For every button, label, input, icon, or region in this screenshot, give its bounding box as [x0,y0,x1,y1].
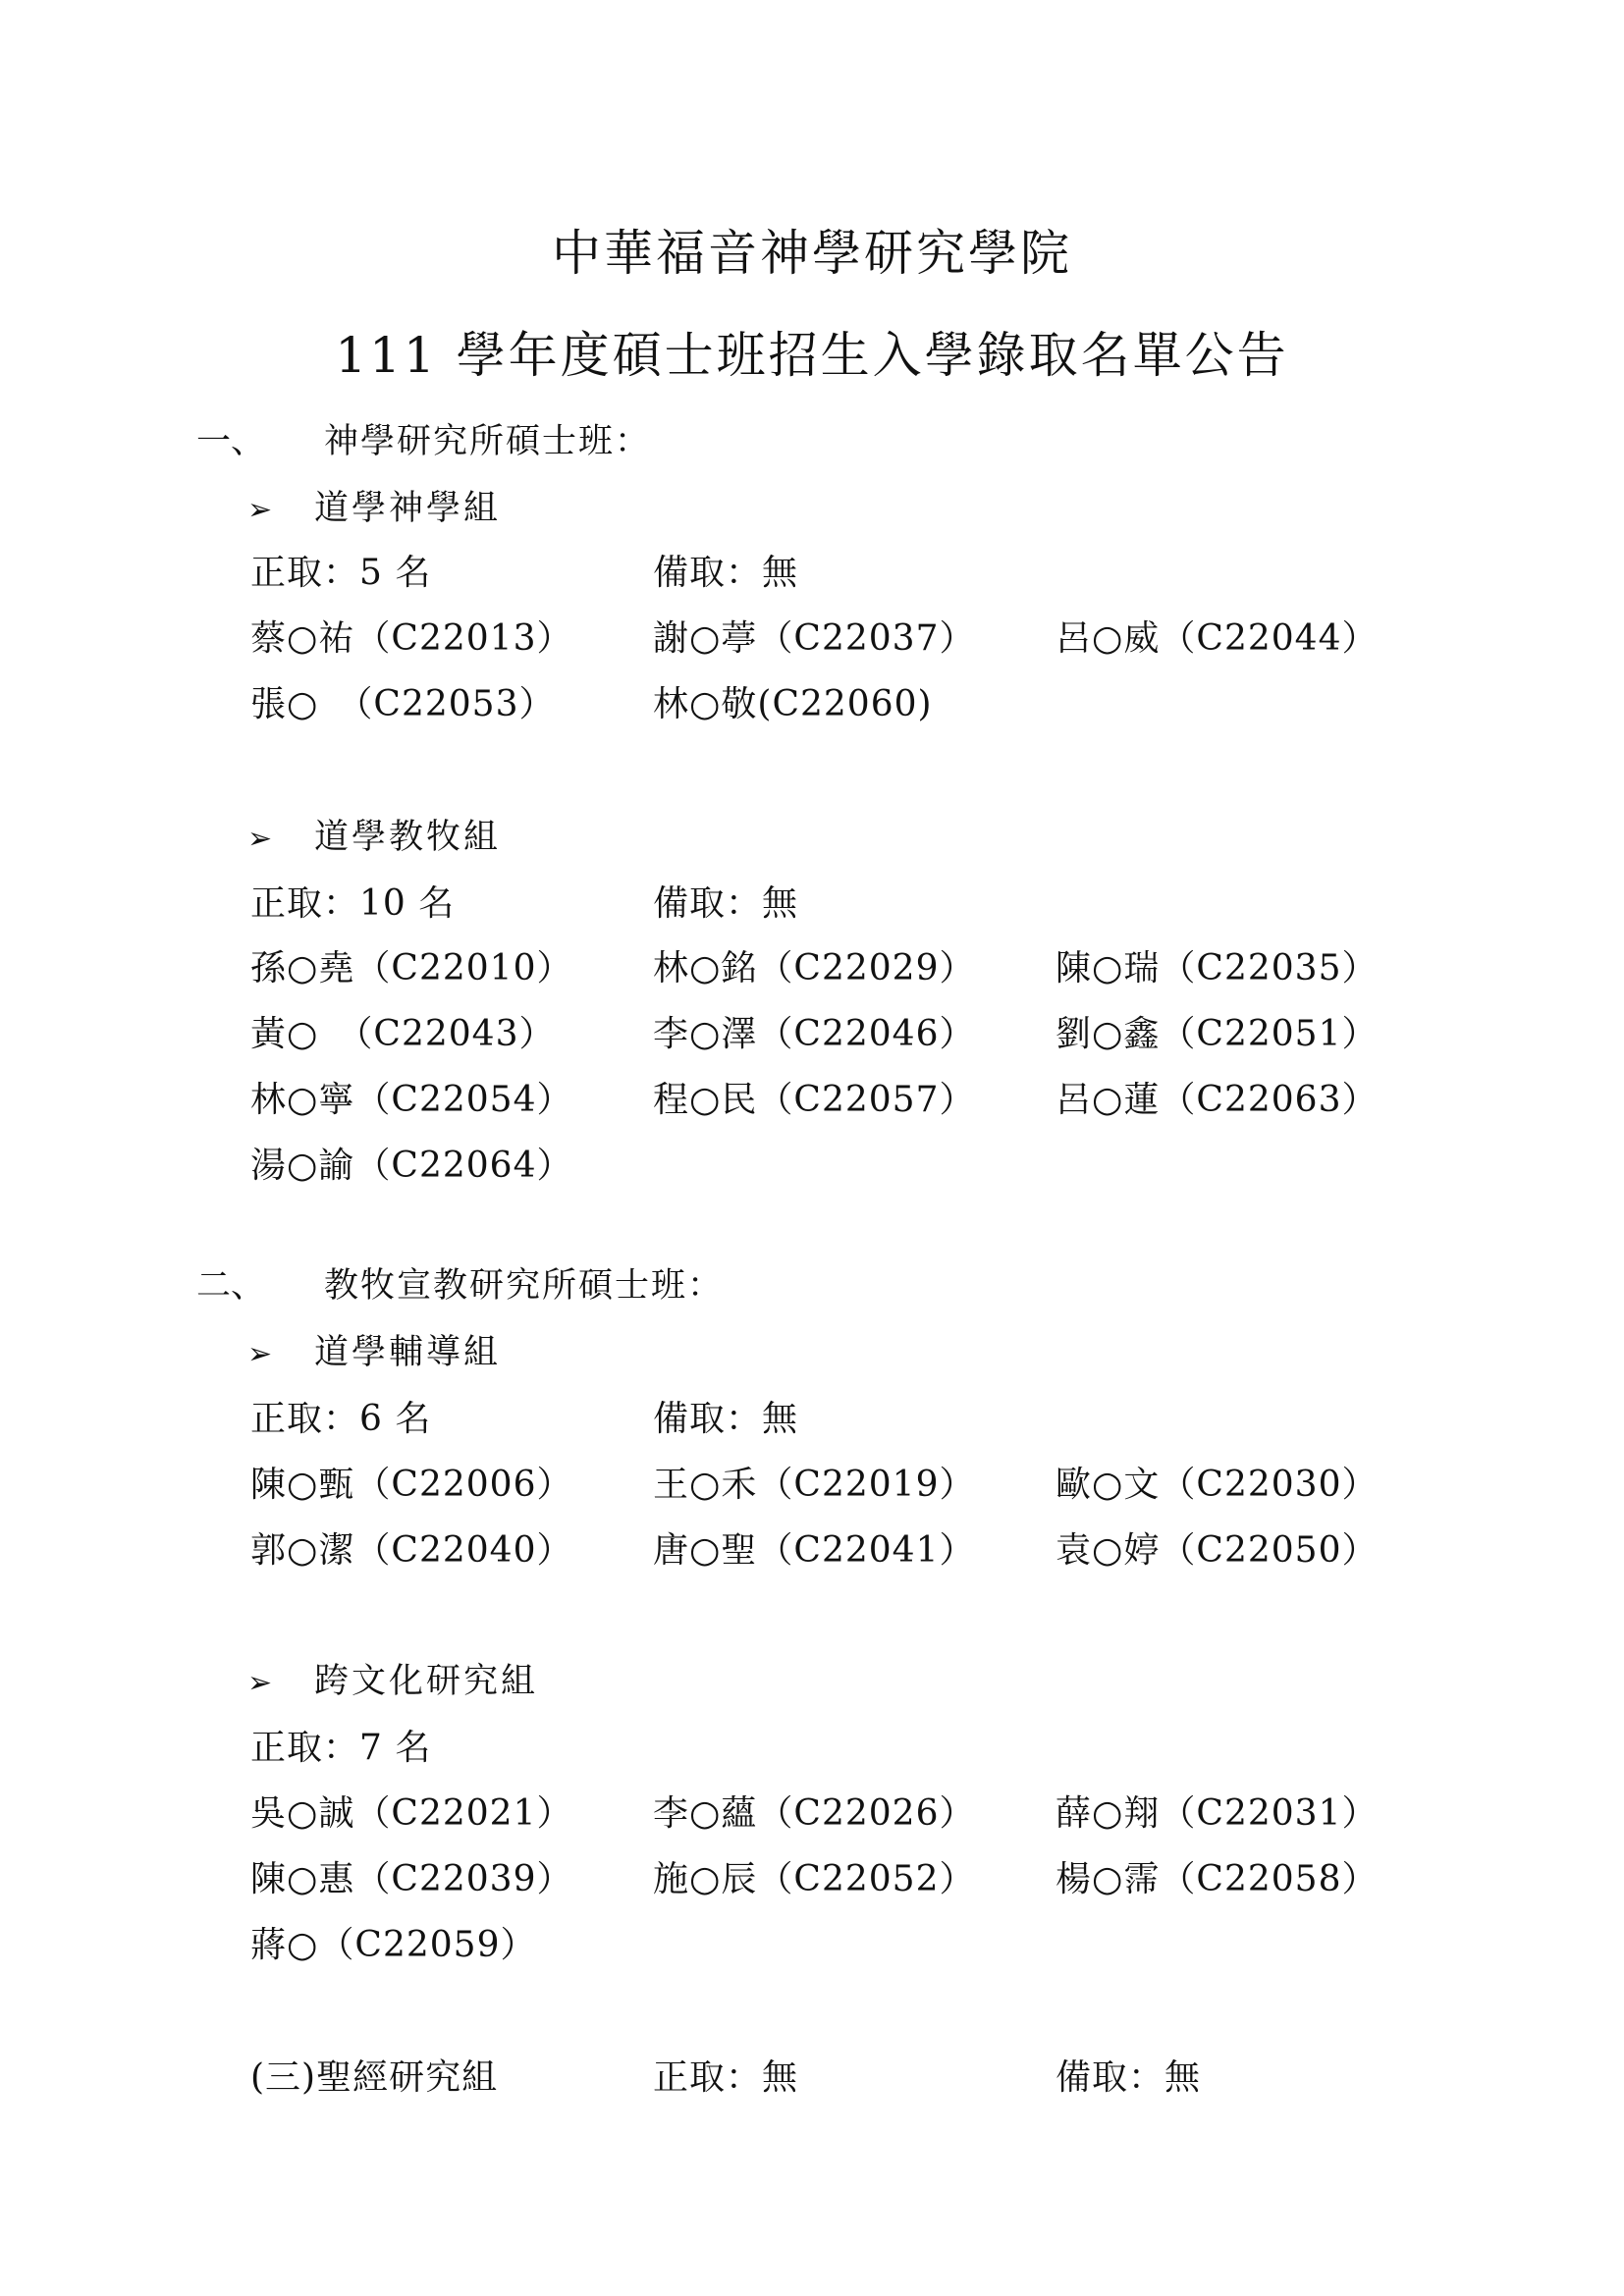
admitted-name: 呂○威（C22044） [1056,618,1379,659]
admitted-name: 林○寧（C22054） [250,1080,573,1120]
group-heading [247,1654,538,1703]
admitted-name: 陳○瑞（C22035） [1056,948,1379,988]
waitlist-count: 備取：無 [653,1399,799,1439]
admitted-name: 李○澤（C22046） [653,1014,976,1054]
admitted-name: 張○ （C22053） [250,684,556,724]
group-label: 道學輔導組 [314,1333,502,1372]
group-heading [247,810,501,859]
section-number: 二、 [196,1266,266,1306]
group-heading [247,481,501,530]
admitted-name: 蔣○（C22059） [250,1925,537,1965]
section-heading [196,414,651,463]
group-label: (三)聖經研究組 [250,2057,499,2098]
admitted-count: 正取：6 名 [250,1399,432,1439]
admitted-name: 唐○聖（C22041） [653,1530,976,1571]
section-number: 一、 [196,422,266,461]
group-label: 跨文化研究組 [314,1662,539,1701]
admitted-name: 陳○甄（C22006） [250,1465,573,1505]
waitlist-count: 備取：無 [1056,2057,1202,2098]
admitted-name: 袁○婷（C22050） [1056,1530,1379,1571]
section-label: 神學研究所碩士班： [324,422,652,461]
admitted-count: 正取：無 [653,2057,799,2098]
admitted-name: 蔡○祐（C22013） [250,618,573,659]
group-label: 道學教牧組 [314,818,502,857]
arrow-bullet-icon: ➢ [247,1337,273,1371]
admitted-name: 歐○文（C22030） [1056,1465,1379,1505]
admitted-name: 林○敬(C22060) [653,684,933,724]
page-title: 中華福音神學研究學院 [552,225,1072,282]
arrow-bullet-icon: ➢ [247,493,273,527]
group-label: 道學神學組 [314,489,502,528]
waitlist-count: 備取：無 [653,883,799,924]
admitted-name: 郭○潔（C22040） [250,1530,573,1571]
admitted-name: 薛○翔（C22031） [1056,1793,1379,1834]
section-label: 教牧宣教研究所碩士班： [324,1266,725,1306]
admitted-name: 李○蘊（C22026） [653,1793,976,1834]
admitted-name: 黃○ （C22043） [250,1014,556,1054]
admitted-name: 程○民（C22057） [653,1080,976,1120]
group-heading [247,1325,501,1374]
admitted-name: 呂○蓮（C22063） [1056,1080,1379,1120]
admitted-name: 吳○誠（C22021） [250,1793,573,1834]
admitted-name: 陳○惠（C22039） [250,1859,573,1899]
admitted-count: 正取：5 名 [250,553,432,593]
admitted-name: 孫○堯（C22010） [250,948,573,988]
admitted-name: 劉○鑫（C22051） [1056,1014,1379,1054]
admitted-name: 謝○葶（C22037） [653,618,976,659]
section-heading [196,1258,724,1308]
admitted-count: 正取：10 名 [250,883,456,924]
arrow-bullet-icon: ➢ [247,822,273,856]
admitted-count: 正取：7 名 [250,1728,432,1768]
admitted-name: 林○銘（C22029） [653,948,976,988]
waitlist-count: 備取：無 [653,553,799,593]
admitted-name: 楊○霈（C22058） [1056,1859,1379,1899]
admitted-name: 施○辰（C22052） [653,1859,976,1899]
admitted-name: 湯○諭（C22064） [250,1146,573,1186]
page-subtitle: 111 學年度碩士班招生入學錄取名單公告 [335,327,1289,384]
arrow-bullet-icon: ➢ [247,1666,273,1700]
admitted-name: 王○禾（C22019） [653,1465,976,1505]
